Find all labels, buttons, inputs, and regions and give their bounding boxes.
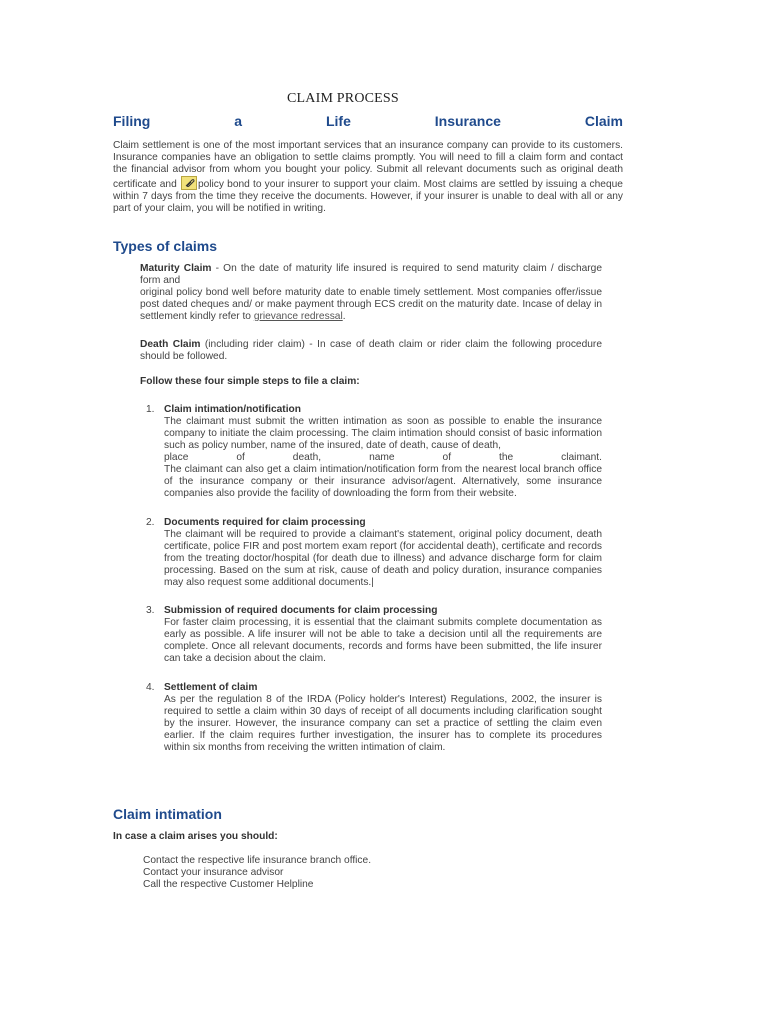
spread-word: place	[164, 452, 189, 463]
step-item	[146, 404, 602, 500]
claim-intimation-list	[143, 855, 371, 891]
document-attachment-icon[interactable]	[181, 176, 197, 190]
step-item	[146, 605, 602, 665]
heading-word: Claim	[584, 113, 623, 129]
death-claim-text: (including rider claim) - In case of death claim or rider claim the following procedure should be followed.	[140, 339, 602, 362]
steps-intro: Follow these four simple steps to file a claim:	[140, 376, 360, 387]
spread-word: claimant.	[561, 452, 602, 463]
step-text-2: The claimant can also get a claim intimation/notification form from the nearest local branch office of the insurance company or their insurance advisor/agent. Alternatively, some insurance companies also provide the facility of downloading the form from their website.	[164, 464, 602, 499]
spread-word: death,	[292, 452, 322, 463]
page-title: CLAIM PROCESS	[287, 91, 399, 106]
step-text: For faster claim processing, it is essential that the claimant submits complete documentation as early as possible. A life insurer will not be able to take a decision until all the requirements are complete. Once all relevant documents, records and forms have been submitted, the life insurer can take a decision about the claim.	[164, 617, 602, 664]
step-title: Documents required for claim processing	[164, 517, 366, 528]
step-number: 1.	[146, 404, 155, 415]
intro-text-part2: policy bond to your insurer to support your claim. Most claims are settled by issuing a cheque within 7 days from the time they receive the documents. However, if your insurer is unable to deal with all or any part of your claim, you will be notified in writing.	[113, 179, 623, 214]
main-heading	[113, 113, 623, 129]
maturity-claim-label: Maturity Claim	[140, 263, 212, 274]
claim-intimation-lead: In case a claim arises you should:	[113, 831, 278, 842]
step-item	[146, 517, 602, 589]
step-number: 2.	[146, 517, 155, 528]
step-title: Settlement of claim	[164, 682, 258, 693]
intro-paragraph	[113, 140, 623, 215]
spread-word: of	[236, 452, 245, 463]
step-text: The claimant must submit the written intimation as soon as possible to enable the insurance company to initiate the claim processing. The claim intimation should consist of basic information such as policy number, name of the insured, date of death, cause of death,	[164, 416, 602, 451]
step-number: 3.	[146, 605, 155, 616]
death-claim-label: Death Claim	[140, 339, 201, 350]
spread-word: name	[369, 452, 395, 463]
maturity-claim-end: .	[342, 311, 346, 322]
step-text: The claimant will be required to provide a claimant's statement, original policy document, death certificate, police FIR and post mortem exam report (for accidental death), certificate and records from the treating doctor/hospital (for death due to illness) and advance discharge form for claim processing. Based on the sum at risk, cause of death and policy duration, insurance companies may also request some additional documents.|	[164, 529, 602, 588]
step-number: 4.	[146, 682, 155, 693]
step-item	[146, 682, 602, 754]
grievance-redressal-link[interactable]: grievance redressal	[253, 311, 343, 322]
step-spread-line	[164, 452, 602, 464]
spread-word: the	[499, 452, 514, 463]
maturity-claim-text1: - On the date of maturity life insured is required to send maturity claim / discharge form and	[140, 263, 602, 286]
list-item: Call the respective Customer Helpline	[143, 879, 314, 890]
heading-word: Insurance	[434, 113, 501, 129]
maturity-claim-block	[140, 263, 602, 323]
heading-word: a	[234, 113, 243, 129]
intro-text-part1: Claim settlement is one of the most important services that an insurance company can provide to its customers. Insurance companies have an obligation to settle claims promptly. You will need to fill a claim form and contact the financial advisor from whom you bought your policy. Submit all relevant documents such as original death certificate and	[113, 140, 623, 190]
list-item: Contact your insurance advisor	[143, 867, 284, 878]
spread-word: of	[442, 452, 452, 463]
heading-word: Life	[325, 113, 351, 129]
step-title: Submission of required documents for claim processing	[164, 605, 438, 616]
step-title: Claim intimation/notification	[164, 404, 301, 415]
list-item: Contact the respective life insurance branch office.	[143, 855, 372, 866]
maturity-claim-text2: original policy bond well before maturity date to enable timely settlement. Most companies offer/issue post dated cheques and/ or make payment through ECS credit on the maturity date. Incase of delay in settlement kindly refer to	[140, 287, 602, 322]
step-text: As per the regulation 8 of the IRDA (Policy holder's Interest) Regulations, 2002, the insurer is required to settle a claim within 30 days of receipt of all documents including clarification sought by the insurer. However, the insurance company can set a practice of settling the claim even earlier. If the claim requires further investigation, the insurer has to complete its procedures within six months from receiving the written intimation of claim.	[164, 694, 602, 753]
heading-word: Filing	[113, 113, 151, 129]
claim-intimation-heading: Claim intimation	[113, 806, 222, 822]
types-heading: Types of claims	[113, 238, 218, 254]
death-claim-block	[140, 339, 602, 363]
